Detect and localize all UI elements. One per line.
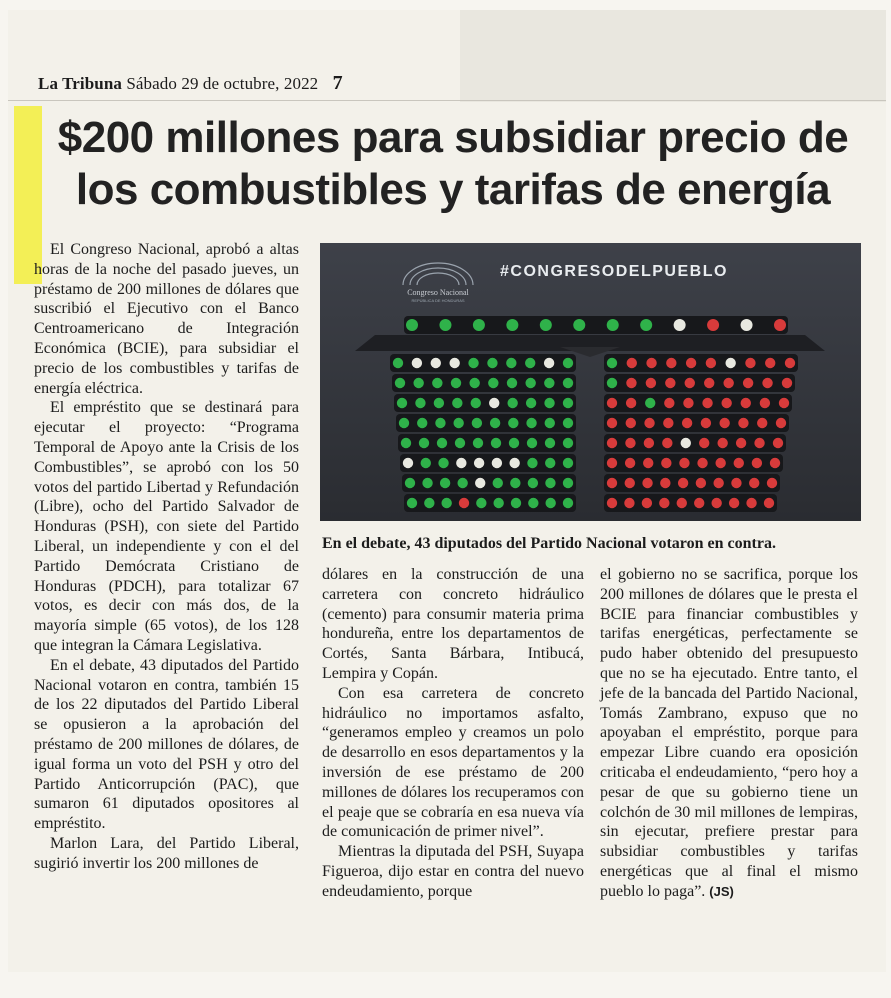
seat-light — [456, 458, 466, 468]
seat-light — [438, 458, 448, 468]
seat-light — [607, 398, 617, 408]
seat-light — [434, 398, 444, 408]
seat-light — [774, 319, 786, 331]
seat-light — [625, 458, 635, 468]
seat-light — [736, 438, 746, 448]
paper-name: La Tribuna — [38, 74, 122, 93]
seat-light — [488, 378, 498, 388]
seat-light — [723, 378, 733, 388]
seat-light — [678, 478, 688, 488]
seat-light — [399, 418, 409, 428]
seat-light — [694, 498, 704, 508]
seat-light — [490, 418, 500, 428]
paragraph: El Congreso Nacional, aprobó a altas horas de la noche del pasado jueves, un préstamo de 200 millones de dólares que suscribió el Ejecutivo con el Banco Centroamericano de Integración Económica (BCIE), para subsidiar el precio de los combustibles y tarifas de energía eléctrica. — [34, 241, 299, 397]
seat-light — [643, 458, 653, 468]
seat-light — [563, 378, 573, 388]
seat-light — [725, 358, 735, 368]
hashtag: #CONGRESODELPUEBLO — [500, 263, 728, 280]
seat-light — [469, 378, 479, 388]
column-1 — [34, 240, 299, 874]
seat-light — [704, 378, 714, 388]
seat-light — [528, 478, 538, 488]
seat-light — [439, 319, 451, 331]
seat-light — [607, 498, 617, 508]
seat-light — [493, 478, 503, 488]
seat-light — [527, 458, 537, 468]
seat-light — [545, 478, 555, 488]
seat-light — [563, 458, 573, 468]
seat-light — [665, 378, 675, 388]
seat-light — [607, 358, 617, 368]
seat-light — [407, 498, 417, 508]
seat-light — [626, 378, 636, 388]
seat-light — [746, 498, 756, 508]
congress-vote-photo — [320, 243, 861, 521]
seat-light — [563, 438, 573, 448]
seat-light — [696, 478, 706, 488]
seat-light — [509, 438, 519, 448]
seat-light — [468, 358, 478, 368]
seat-light — [760, 398, 770, 408]
seat-light — [607, 319, 619, 331]
seat-light — [506, 358, 516, 368]
seat-light — [507, 378, 517, 388]
seat-light — [544, 378, 554, 388]
seat-light — [526, 398, 536, 408]
seat-light — [506, 319, 518, 331]
seat-light — [563, 358, 573, 368]
seat-light — [782, 378, 792, 388]
seat-light — [432, 378, 442, 388]
seat-light — [401, 438, 411, 448]
seat-light — [459, 498, 469, 508]
seat-light — [397, 398, 407, 408]
seat-light — [721, 398, 731, 408]
seat-light — [413, 378, 423, 388]
seat-light — [511, 498, 521, 508]
paragraph: Con esa carretera de concreto hidráulico no importamos asfalto, “generamos empleo y creamos un polo de desarrollo en esos departamentos y la inversión de ese préstamo de 200 millones de dólares los recuperamos con el peaje que se cobraría en esa nueva vía de comunicación de primer nivel”. — [322, 684, 584, 841]
seat-light — [765, 358, 775, 368]
seat-light — [563, 398, 573, 408]
seat-light — [754, 438, 764, 448]
blurred-top-strip — [460, 10, 886, 102]
seat-light — [473, 438, 483, 448]
seat-light — [544, 358, 554, 368]
seat-light — [491, 438, 501, 448]
paragraph: el gobierno no se sacrifica, porque los 200 millones de dólares que le presta el BCIE para financiar combustibles y tarifas energéticas, perfectamente se pudo haber obtenido del presupuesto que no se ha ejecutado. Entre tanto, el jefe de la bancada del Partido Nacional, Tomás Zambrano, expuso que no apoyaban el empréstito, porque para empezar Libre cuando era oposición criticaba el endeudamiento, “pero hoy a pesar de que su gobierno tiene un colchón de 30 mil millones de lempiras, sin ejecutar, prefiere prestar para subsidiar combustibles y tarifas energéticas que al final el mismo pueblo lo paga”. — [600, 566, 858, 900]
seat-light — [644, 418, 654, 428]
seat-light — [738, 418, 748, 428]
seat-light — [545, 438, 555, 448]
seat-light — [681, 438, 691, 448]
seat-light — [683, 398, 693, 408]
seat-light — [492, 458, 502, 468]
paragraph: dólares en la construcción de una carretera con concreto hidráulico (cemento) para consumir materia prima hondureña, entre los departamentos de Cortés, Santa Bárbara, Intibucá, Lempira y Copán. — [322, 566, 584, 682]
seat-light — [510, 478, 520, 488]
seat-light — [626, 418, 636, 428]
seat-light — [437, 438, 447, 448]
seat-light — [412, 358, 422, 368]
seat-light — [422, 478, 432, 488]
seat-light — [489, 398, 499, 408]
seat-light — [405, 478, 415, 488]
seat-light — [627, 358, 637, 368]
seat-light — [417, 418, 427, 428]
column-3 — [600, 565, 858, 902]
seat-light — [734, 458, 744, 468]
seat-light — [642, 498, 652, 508]
photo-caption: En el debate, 43 diputados del Partido Nacional votaron en contra. — [322, 535, 776, 552]
logo-text: Congreso Nacional — [407, 288, 469, 297]
seat-light — [645, 398, 655, 408]
seat-light — [545, 458, 555, 468]
author-signature: (JS) — [709, 883, 734, 899]
seat-light — [544, 398, 554, 408]
seat-light — [719, 418, 729, 428]
seat-light — [415, 398, 425, 408]
seat-light — [540, 319, 552, 331]
seat-light — [767, 478, 777, 488]
seat-light — [785, 358, 795, 368]
seat-light — [679, 458, 689, 468]
seat-light — [421, 458, 431, 468]
seat-light — [699, 438, 709, 448]
paragraph: Mientras la diputada del PSH, Suyapa Figueroa, dijo estar en contra del nuevo endeudamiento, porque — [322, 843, 584, 900]
logo-sub: REPÚBLICA DE HONDURAS — [411, 298, 465, 303]
seat-light — [743, 378, 753, 388]
seat-light — [762, 378, 772, 388]
seat-light — [493, 498, 503, 508]
paragraph: El empréstito que se destinará para ejecutar el proyecto: “Programa Temporal de Apoyo ante la Crisis de los Combustibles”, se aprobó con los 50 votos del partido Libertad y Refundación (Libre), ocho del Partido Salvador de Honduras (PSH), con siete del Partido Liberal, un independiente y con el del Partido Demócrata Cristiano de Honduras (PDCH), para totalizar 67 votos, es decir con más dos, de la mayoría simple (65 votos), de los 128 que integran la Cámara Legislativa. — [34, 399, 299, 654]
seat-light — [642, 478, 652, 488]
seat-light — [644, 438, 654, 448]
seat-light — [757, 418, 767, 428]
seat-light — [640, 319, 652, 331]
seat-light — [508, 418, 518, 428]
paragraph: Marlon Lara, del Partido Liberal, sugirió invertir los 200 millones de — [34, 834, 299, 872]
seat-light — [509, 458, 519, 468]
seat-board — [320, 243, 861, 521]
seat-light — [682, 418, 692, 428]
issue-date: Sábado 29 de octubre, 2022 — [126, 74, 319, 93]
seat-light — [741, 398, 751, 408]
headline: $200 millones para subsidiar precio de los combustibles y tarifas de energía — [57, 113, 849, 214]
seat-light — [770, 458, 780, 468]
masthead-divider — [8, 100, 886, 101]
paragraph: En el debate, 43 diputados del Partido Nacional votaron en contra, también 15 de los 22 diputados del Partido Liberal se opusieron a la aprobación del préstamo de 200 millones de dólares, de igual forma un voto del PSH y otro del Partido Anticorrupción (PAC), que sumaron 61 diputados opositores al empréstito. — [34, 656, 299, 833]
seat-light — [452, 398, 462, 408]
seat-light — [625, 438, 635, 448]
seat-light — [607, 378, 617, 388]
page-number: 7 — [332, 72, 343, 94]
seat-light — [626, 398, 636, 408]
seat-light — [666, 358, 676, 368]
seat-light — [776, 418, 786, 428]
seat-light — [646, 358, 656, 368]
seat-light — [702, 398, 712, 408]
seat-light — [677, 498, 687, 508]
seat-light — [475, 478, 485, 488]
seat-light — [563, 478, 573, 488]
seat-light — [607, 418, 617, 428]
seat-light — [729, 498, 739, 508]
masthead — [38, 72, 343, 95]
seat-light — [773, 438, 783, 448]
seat-light — [487, 358, 497, 368]
seat-light — [674, 319, 686, 331]
seat-light — [764, 498, 774, 508]
seat-light — [701, 418, 711, 428]
seat-light — [563, 418, 573, 428]
seat-light — [472, 418, 482, 428]
seat-light — [711, 498, 721, 508]
seat-light — [749, 478, 759, 488]
seat-light — [646, 378, 656, 388]
seat-light — [455, 438, 465, 448]
seat-light — [663, 418, 673, 428]
seat-light — [713, 478, 723, 488]
seat-light — [685, 378, 695, 388]
seat-light — [607, 458, 617, 468]
seat-light — [607, 438, 617, 448]
column-2 — [322, 565, 584, 902]
seat-light — [686, 358, 696, 368]
seat-light — [706, 358, 716, 368]
seat-light — [431, 358, 441, 368]
seat-light — [449, 358, 459, 368]
seat-light — [745, 358, 755, 368]
seat-light — [717, 438, 727, 448]
seat-light — [441, 498, 451, 508]
seat-light — [545, 498, 555, 508]
seat-light — [473, 319, 485, 331]
seat-light — [741, 319, 753, 331]
seat-light — [624, 498, 634, 508]
seat-light — [715, 458, 725, 468]
seat-light — [526, 418, 536, 428]
seat-light — [476, 498, 486, 508]
seat-light — [625, 478, 635, 488]
seat-light — [528, 498, 538, 508]
seat-light — [661, 458, 671, 468]
seat-light — [779, 398, 789, 408]
seat-light — [424, 498, 434, 508]
seat-light — [474, 458, 484, 468]
seat-light — [752, 458, 762, 468]
seat-light — [697, 458, 707, 468]
seat-light — [731, 478, 741, 488]
seat-light — [403, 458, 413, 468]
seat-light — [393, 358, 403, 368]
seat-light — [662, 438, 672, 448]
seat-light — [395, 378, 405, 388]
seat-light — [453, 418, 463, 428]
seat-light — [563, 498, 573, 508]
seat-light — [525, 378, 535, 388]
seat-light — [406, 319, 418, 331]
seat-light — [457, 478, 467, 488]
seat-light — [660, 478, 670, 488]
seat-light — [664, 398, 674, 408]
seat-light — [659, 498, 669, 508]
seat-light — [451, 378, 461, 388]
seat-light — [419, 438, 429, 448]
seat-light — [440, 478, 450, 488]
seat-light — [707, 319, 719, 331]
seat-light — [525, 358, 535, 368]
seat-light — [573, 319, 585, 331]
seat-light — [435, 418, 445, 428]
seat-light — [527, 438, 537, 448]
seat-light — [607, 478, 617, 488]
seat-light — [545, 418, 555, 428]
seat-light — [471, 398, 481, 408]
seat-light — [507, 398, 517, 408]
